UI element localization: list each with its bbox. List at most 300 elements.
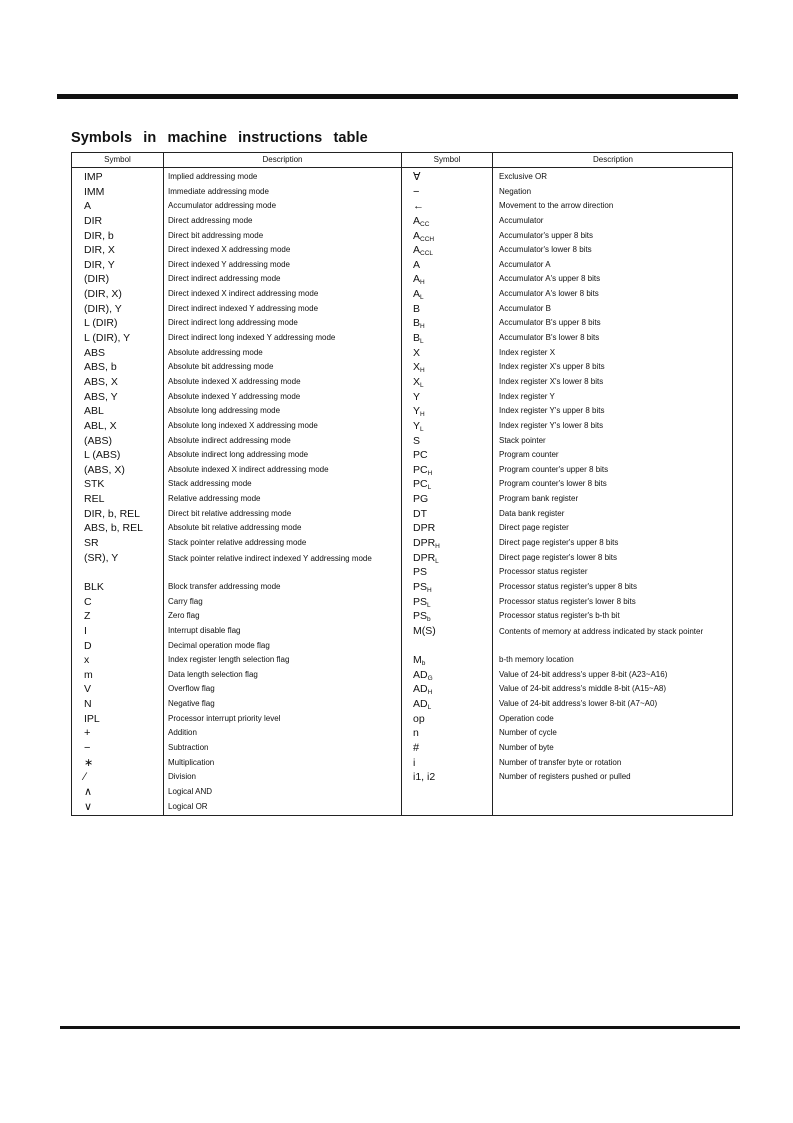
description-cell: Addition <box>168 728 197 738</box>
table-row <box>402 375 733 390</box>
symbol-text: A <box>413 244 421 257</box>
right-column <box>402 170 733 785</box>
symbol-cell <box>413 214 429 229</box>
symbol-cell <box>413 609 431 624</box>
symbol-cell <box>84 653 89 668</box>
symbol-cell <box>413 170 421 185</box>
table-row <box>402 331 733 346</box>
symbol-cell <box>413 741 419 756</box>
table-row <box>72 272 401 287</box>
table-row <box>72 521 401 536</box>
description-cell: Contents of memory at address indicated by stack pointer <box>499 626 704 636</box>
description-cell: b-th memory location <box>499 655 574 665</box>
table-row <box>72 214 401 229</box>
symbol-cell <box>84 390 118 405</box>
symbol-cell <box>413 229 434 244</box>
symbol-subscript: CCL <box>420 250 434 258</box>
symbol-text: X <box>413 361 421 374</box>
symbols-table <box>71 152 733 816</box>
table-row <box>402 726 733 741</box>
symbol-text: PS <box>413 566 428 579</box>
symbol-text: PC <box>413 463 428 476</box>
table-row <box>72 258 401 273</box>
description-cell: Number of registers pushed or pulled <box>499 772 631 782</box>
symbol-cell <box>84 800 92 815</box>
symbol-cell <box>84 770 86 785</box>
symbol-cell <box>413 448 428 463</box>
symbol-text: N <box>84 698 92 711</box>
symbol-subscript: L <box>427 704 432 712</box>
symbol-cell <box>84 434 112 449</box>
symbol-cell <box>413 770 435 785</box>
description-cell: Data bank register <box>499 508 565 518</box>
description-cell: Value of 24-bit address's middle 8-bit (A15~A8) <box>499 684 667 694</box>
symbol-text: ABS, X <box>84 375 118 388</box>
description-cell: Exclusive OR <box>499 172 548 181</box>
symbol-cell <box>413 668 433 683</box>
description-cell: Direct indexed X indirect addressing mode <box>168 289 319 299</box>
description-cell: Interrupt disable flag <box>168 625 241 635</box>
symbol-subscript: CC <box>420 220 430 228</box>
description-cell: Operation code <box>499 713 554 723</box>
symbol-cell <box>84 214 102 229</box>
table-row <box>402 712 733 727</box>
table-row <box>72 507 401 522</box>
symbol-text: SR <box>84 537 99 550</box>
table-row <box>72 609 401 624</box>
description-cell: Accumulator B's lower 8 bits <box>499 333 600 343</box>
symbol-text: AD <box>413 698 428 711</box>
table-row <box>72 316 401 331</box>
table-row <box>72 302 401 317</box>
symbol-cell <box>413 682 432 697</box>
symbol-text: STK <box>84 478 105 491</box>
symbol-text: ABS, Y <box>84 390 118 403</box>
symbol-text: D <box>84 639 92 652</box>
table-row <box>72 785 401 800</box>
description-cell: Logical AND <box>168 786 213 796</box>
symbol-text: Y <box>413 390 421 403</box>
description-cell: Movement to the arrow direction <box>499 201 614 211</box>
symbol-text: (DIR) <box>84 273 110 286</box>
symbol-cell <box>84 712 100 727</box>
table-row <box>402 272 733 287</box>
symbol-text: B <box>413 332 421 345</box>
description-cell: Stack addressing mode <box>168 479 252 489</box>
table-row <box>402 390 733 405</box>
description-cell: Index register X's upper 8 bits <box>499 362 605 372</box>
description-cell: Number of byte <box>499 743 554 752</box>
description-cell: Accumulator's lower 8 bits <box>499 245 592 255</box>
symbol-text: A <box>413 214 421 227</box>
symbol-text: X <box>413 346 421 359</box>
symbol-cell <box>413 185 419 200</box>
description-cell: Index register Y <box>499 391 555 401</box>
symbol-cell <box>84 756 93 771</box>
symbol-text: PS <box>413 580 428 593</box>
symbol-text: Y <box>413 405 421 418</box>
symbol-text: x <box>84 654 90 667</box>
table-row <box>402 316 733 331</box>
symbol-text: ← <box>413 200 424 213</box>
symbol-text: n <box>413 727 419 740</box>
symbol-text: DPR <box>413 522 436 535</box>
symbol-text: ABS <box>84 346 106 359</box>
table-row <box>402 229 733 244</box>
table-row <box>402 507 733 522</box>
table-row <box>72 639 401 654</box>
symbol-cell <box>84 785 92 800</box>
description-cell: Stack pointer relative addressing mode <box>168 538 307 548</box>
description-cell: Negative flag <box>168 699 215 709</box>
description-cell: Zero flag <box>168 611 200 621</box>
symbol-text: PC <box>413 449 428 462</box>
table-row <box>72 419 401 434</box>
symbol-subscript: H <box>435 543 440 551</box>
description-cell: Accumulator addressing mode <box>168 201 277 211</box>
table-row <box>72 404 401 419</box>
symbol-cell <box>84 360 117 375</box>
symbol-cell <box>413 375 424 390</box>
symbol-cell <box>413 390 420 405</box>
symbol-text: (DIR, X) <box>84 288 122 301</box>
table-row <box>72 624 401 639</box>
symbol-text: A <box>413 288 421 301</box>
description-cell: Value of 24-bit address's lower 8-bit (A7~A0) <box>499 699 658 709</box>
table-row <box>72 536 401 551</box>
description-cell: Decimal operation mode flag <box>168 640 270 650</box>
table-row <box>402 404 733 419</box>
description-cell: Index register Y's upper 8 bits <box>499 406 605 416</box>
symbol-cell <box>84 595 92 610</box>
description-cell: Index register X <box>499 347 556 357</box>
table-row <box>72 477 401 492</box>
symbol-cell <box>413 404 425 419</box>
symbol-subscript: L <box>420 381 424 389</box>
table-row <box>72 375 401 390</box>
table-row <box>72 653 401 668</box>
table-row <box>72 492 401 507</box>
table-row <box>72 360 401 375</box>
symbol-cell <box>413 477 431 492</box>
symbol-cell <box>413 331 424 346</box>
symbol-text: B <box>413 302 421 315</box>
description-cell: Multiplication <box>168 757 215 767</box>
description-cell: Processor status register's lower 8 bits <box>499 596 636 606</box>
description-cell: Absolute bit relative addressing mode <box>168 523 302 533</box>
symbol-cell <box>84 185 104 200</box>
table-row <box>72 595 401 610</box>
symbol-cell <box>84 682 91 697</box>
table-row <box>402 170 733 185</box>
symbol-text: # <box>413 742 420 754</box>
symbol-cell <box>413 580 432 595</box>
symbol-text: DIR, X <box>84 244 115 257</box>
description-cell: Negation <box>499 186 532 196</box>
description-cell: Block transfer addressing mode <box>168 581 281 591</box>
symbol-cell <box>84 507 140 522</box>
symbol-subscript: H <box>420 279 425 287</box>
symbol-subscript: L <box>420 294 424 302</box>
symbol-text: PC <box>413 478 428 491</box>
header-description-right: Description <box>592 155 633 164</box>
symbol-cell <box>413 419 424 434</box>
symbol-cell <box>413 199 424 214</box>
table-row <box>402 521 733 536</box>
table-row <box>72 331 401 346</box>
table-row <box>402 199 733 214</box>
symbol-text: A <box>413 273 421 286</box>
description-cell: Absolute long indexed X addressing mode <box>168 420 318 430</box>
symbol-cell <box>413 756 415 771</box>
symbol-text: L (DIR), Y <box>84 332 131 345</box>
description-cell: Processor status register <box>499 567 588 577</box>
symbol-cell <box>84 375 118 390</box>
symbol-text: − <box>84 742 91 754</box>
description-cell: Processor interrupt priority level <box>168 713 281 723</box>
symbol-text: S <box>413 434 421 447</box>
description-cell: Data length selection flag <box>168 669 258 679</box>
description-cell: Absolute indexed X addressing mode <box>168 376 301 386</box>
description-cell: Overflow flag <box>168 684 215 694</box>
symbol-text: − <box>413 185 420 198</box>
description-cell: Accumulator <box>499 215 544 225</box>
symbol-subscript: H <box>420 367 425 375</box>
symbol-text: A <box>413 258 421 271</box>
table-row <box>72 756 401 771</box>
description-cell: Accumulator's upper 8 bits <box>499 230 594 240</box>
table-row <box>402 287 733 302</box>
symbol-cell <box>84 551 118 566</box>
description-cell: Absolute indirect addressing mode <box>168 435 291 445</box>
symbol-text: Y <box>413 419 421 432</box>
symbol-text: I <box>84 624 87 637</box>
table-row <box>402 565 733 580</box>
symbol-cell <box>84 287 122 302</box>
symbol-subscript: L <box>420 338 424 346</box>
table-row <box>72 390 401 405</box>
table-row <box>402 448 733 463</box>
description-cell: Stack pointer <box>499 435 546 445</box>
symbol-subscript: L <box>427 601 431 609</box>
description-cell: Program counter <box>499 450 559 460</box>
symbol-subscript: H <box>420 323 425 331</box>
symbol-text: DT <box>413 507 427 520</box>
table-row <box>72 463 401 478</box>
symbol-text: L (DIR) <box>84 317 118 330</box>
description-cell: Direct page register's lower 8 bits <box>499 552 618 562</box>
description-cell: Index register length selection flag <box>168 655 290 665</box>
symbol-text: DIR, b <box>84 229 114 242</box>
symbol-text: IMM <box>84 185 105 198</box>
symbol-text: A <box>413 229 421 242</box>
table-row <box>402 682 733 697</box>
table-row <box>72 448 401 463</box>
description-cell: Program counter's upper 8 bits <box>499 464 609 474</box>
symbol-cell <box>413 712 425 727</box>
symbol-cell <box>84 346 105 361</box>
symbol-subscript: L <box>420 425 424 433</box>
symbol-text: DPR <box>413 551 436 564</box>
description-cell: Accumulator B's upper 8 bits <box>499 318 601 328</box>
description-cell: Accumulator A's lower 8 bits <box>499 289 599 299</box>
description-cell: Direct indirect indexed Y addressing mode <box>168 303 319 313</box>
description-cell: Program bank register <box>499 494 579 504</box>
symbol-subscript: CCH <box>420 235 435 243</box>
description-cell: Absolute bit addressing mode <box>168 362 274 372</box>
symbol-text: V <box>84 683 92 696</box>
symbol-text: B <box>413 317 421 330</box>
symbol-subscript: H <box>427 586 432 594</box>
description-cell: Carry flag <box>168 596 203 606</box>
header-symbol-left: Symbol <box>104 155 131 164</box>
symbol-cell <box>84 668 93 683</box>
table-row <box>402 653 733 668</box>
description-cell: Direct bit relative addressing mode <box>168 508 292 518</box>
description-cell: Direct bit addressing mode <box>168 230 264 240</box>
symbol-text: Z <box>84 610 91 623</box>
symbol-text: M(S) <box>413 624 436 637</box>
description-cell: Direct indirect long indexed Y addressing mode <box>168 333 336 343</box>
description-cell: Direct indexed Y addressing mode <box>168 259 290 269</box>
table-row <box>402 580 733 595</box>
symbol-cell <box>84 404 104 419</box>
symbol-cell <box>413 521 435 536</box>
symbol-text: C <box>84 595 92 608</box>
symbol-cell <box>413 536 440 551</box>
table-row <box>402 302 733 317</box>
table-row <box>72 229 401 244</box>
symbol-text: PS <box>413 595 428 608</box>
symbol-text: ABS, b, REL <box>84 522 143 535</box>
symbol-cell <box>84 331 130 346</box>
symbol-text: (DIR), Y <box>84 302 122 315</box>
symbol-cell <box>413 624 436 639</box>
table-row <box>402 624 733 653</box>
symbol-text: DIR, Y <box>84 258 115 271</box>
symbol-cell <box>84 536 99 551</box>
description-cell: Accumulator A <box>499 259 551 269</box>
top-rule <box>57 94 738 99</box>
symbol-text: i1, i2 <box>413 771 436 784</box>
symbol-text: ∨ <box>84 800 93 813</box>
description-cell: Direct indirect addressing mode <box>168 274 281 284</box>
symbol-text: + <box>84 727 91 740</box>
symbol-text: op <box>413 712 425 725</box>
symbol-cell <box>413 316 425 331</box>
symbol-text: ABS, b <box>84 361 117 374</box>
table-row <box>402 551 733 566</box>
table-row <box>72 726 401 741</box>
symbol-cell <box>413 272 425 287</box>
symbol-text: PG <box>413 493 429 506</box>
symbol-text: ∧ <box>84 785 93 798</box>
symbol-subscript: H <box>420 411 425 419</box>
description-cell: Direct indexed X addressing mode <box>168 245 291 255</box>
description-cell: Index register Y's lower 8 bits <box>499 420 604 430</box>
table-row <box>402 243 733 258</box>
table-row <box>72 668 401 683</box>
description-cell: Number of cycle <box>499 728 557 738</box>
symbol-subscript: H <box>427 469 433 477</box>
symbol-cell <box>413 653 425 668</box>
table-row <box>72 551 401 580</box>
table-row <box>402 536 733 551</box>
table-row <box>402 770 733 785</box>
description-cell: Number of transfer byte or rotation <box>499 757 622 767</box>
symbol-text: ∀ <box>413 171 421 183</box>
description-cell: Relative addressing mode <box>168 494 261 504</box>
symbol-cell <box>413 346 420 361</box>
symbol-cell <box>413 595 431 610</box>
symbol-text: ABL <box>84 405 104 418</box>
symbol-text: REL <box>84 493 105 506</box>
table-row <box>72 185 401 200</box>
symbol-cell <box>84 448 120 463</box>
symbol-cell <box>84 229 114 244</box>
symbol-cell <box>413 726 419 741</box>
symbol-cell <box>84 741 90 756</box>
table-row <box>402 346 733 361</box>
table-row <box>72 741 401 756</box>
symbol-text: BLK <box>84 580 104 593</box>
symbol-cell <box>413 551 439 566</box>
description-cell: Direct page register's upper 8 bits <box>499 538 619 548</box>
symbol-cell <box>84 170 103 185</box>
symbol-cell <box>413 434 420 449</box>
table-row <box>402 477 733 492</box>
description-cell: Absolute long addressing mode <box>168 406 281 416</box>
description-cell: Index register X's lower 8 bits <box>499 376 604 386</box>
table-row <box>402 756 733 771</box>
symbol-cell <box>84 199 91 214</box>
symbol-cell <box>413 258 420 273</box>
table-row <box>402 668 733 683</box>
symbol-cell <box>84 419 117 434</box>
description-cell: Direct page register <box>499 523 569 533</box>
symbol-cell <box>84 580 104 595</box>
table-row <box>72 243 401 258</box>
symbol-cell <box>84 258 115 273</box>
description-cell: Value of 24-bit address's upper 8-bit (A23~A16) <box>499 669 668 679</box>
symbol-cell <box>84 697 92 712</box>
symbol-text: (ABS, X) <box>84 463 125 476</box>
description-cell: Program counter's lower 8 bits <box>499 479 607 489</box>
table-row <box>402 185 733 200</box>
symbol-cell <box>413 287 424 302</box>
table-row <box>72 712 401 727</box>
description-cell: Division <box>168 772 197 782</box>
table-row <box>402 463 733 478</box>
table-row <box>402 214 733 229</box>
symbol-text: ABL, X <box>84 419 117 432</box>
table-row <box>72 287 401 302</box>
symbol-text: PS <box>413 610 428 623</box>
symbol-cell <box>84 624 87 639</box>
table-row <box>402 360 733 375</box>
table-row <box>402 697 733 712</box>
table-row <box>72 770 401 785</box>
table-row <box>402 258 733 273</box>
table-row <box>72 682 401 697</box>
symbol-cell <box>413 697 431 712</box>
symbol-text: A <box>84 200 92 213</box>
symbol-text: DIR, b, REL <box>84 507 141 520</box>
table-row <box>72 346 401 361</box>
symbol-cell <box>413 243 433 258</box>
description-cell: Direct indirect long addressing mode <box>168 318 298 328</box>
symbol-text: M <box>413 654 422 667</box>
